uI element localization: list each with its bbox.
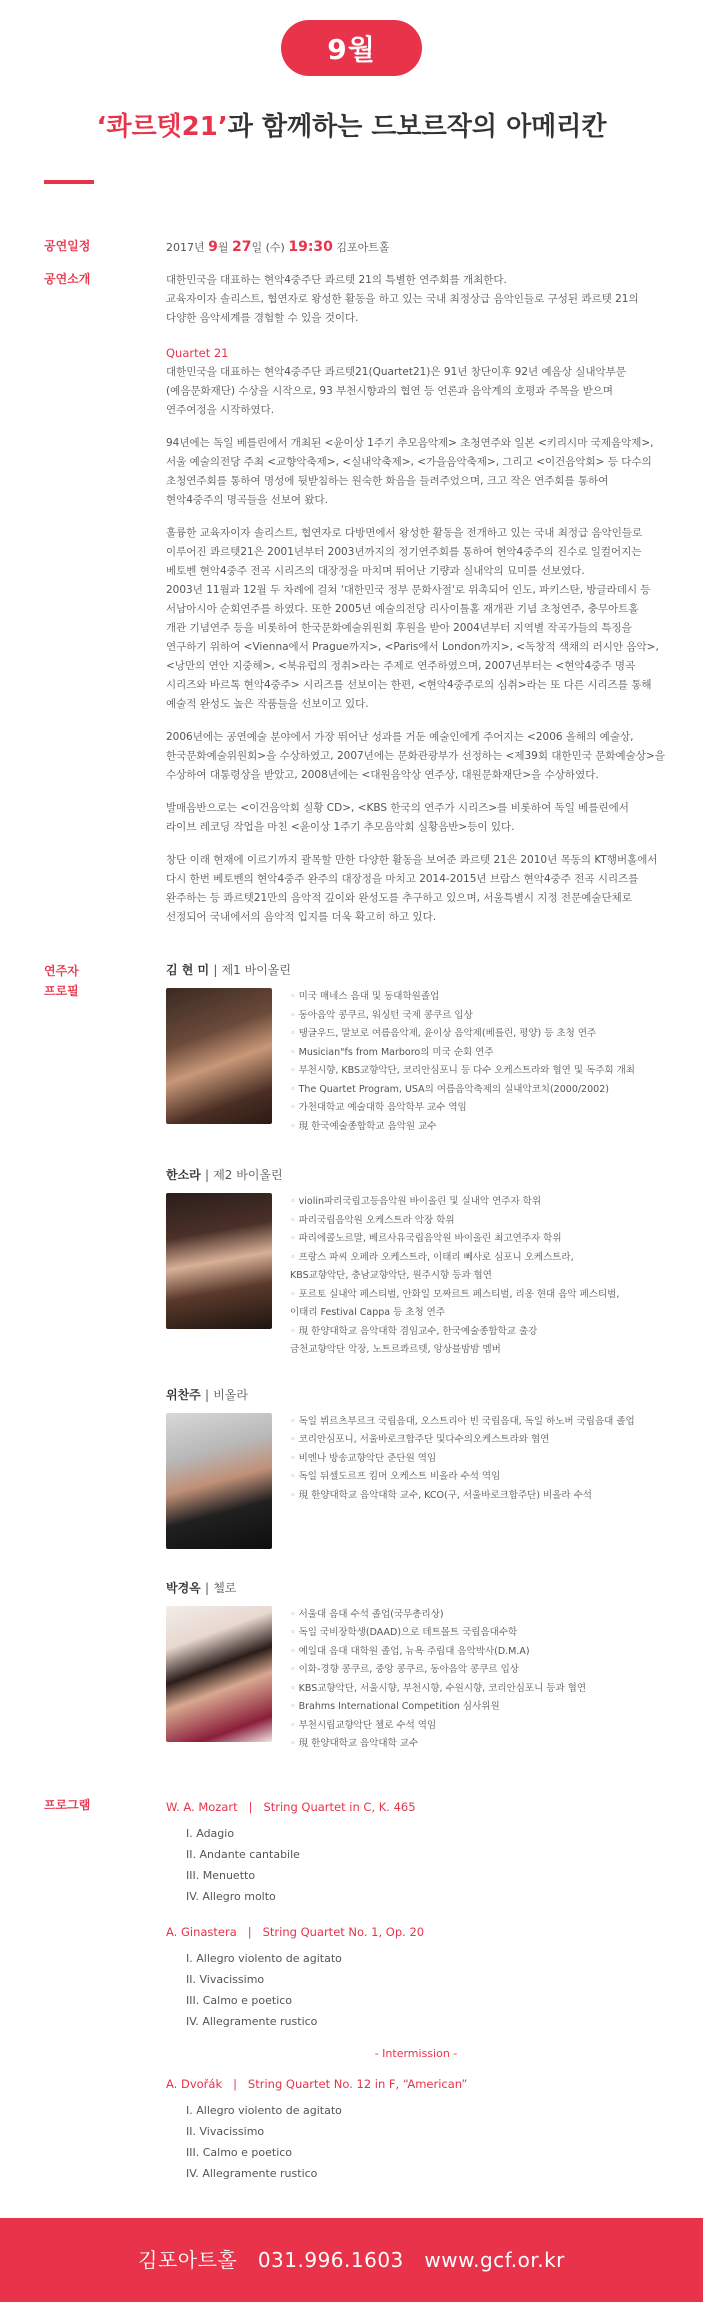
schedule-section: [0, 238, 703, 257]
bio-item: ◦ 탱글우드, 말보로 여름음악제, 윤이상 음악제(베를린, 평양) 등 초청 연주: [290, 1025, 635, 1044]
movement-list: [186, 2100, 666, 2184]
piece-separator: |: [233, 2076, 237, 2091]
movement-item: II. Vivacissimo: [186, 2124, 265, 2138]
artist-role: 제1 바이올린: [221, 963, 291, 977]
program-piece: [166, 1798, 666, 1907]
program-section: [0, 1798, 703, 2184]
intro-paragraph: 훌륭한 교육자이자 솔리스트, 협연자로 다방면에서 왕성한 활동을 전개하고 있는 국내 최정급 음악인들로 이루어진 콰르텟21은 2001년부터 2003년까지의 정기연주회를 통하여 현악4중주의 진수로 일컬어지는 베토벤 현악4중주 전곡 시리즈의 대장정을 마치며 뛰어난 기량과 실내악의 묘미를 선보였다. 2003년 11월과 12월 두 차례에 걸쳐 '대한민국 정부 문화사절'로 위촉되어 인도, 파키스탄, 방글라데시 등 서남아시아 순회연주를 하였다. 또한 2005년 예술의전당 리사이틀홀 재개관 기념 초청연주, 충무아트홀 개관 기념연주 등을 비롯하여 한국문화예술위원회 후원을 받아 2004년부터 지역별 작곡가들의 특징을 연구하기 위하여 <Vienna에서 Prague까지>, <Paris에서 London까지>, <독창적 색채의 러시안 음악>, <낭만의 연안 지중해>, <북유럽의 정취>라는 주제로 연주하였으며, 2007년부터는 <현악4중주 명곡 시리즈와 바르톡 현악4중주> 시리즈를 선보이는 한편, <현악4중주로의 심취>라는 또 다른 시리즈를 통해 예술적 완성도 높은 작품들을 선보이고 있다.: [166, 527, 659, 710]
schedule-month-num: 9: [208, 239, 218, 255]
section-divider-bar: [44, 180, 94, 184]
bio-item: ◦ 포르토 실내악 페스티벌, 안화일 모짜르트 페스티벌, 리옹 현대 음악 페스티벌, 이태리 Festival Cappa 등 초청 연주: [290, 1286, 619, 1323]
profile-label: 연주자 프로필: [44, 964, 79, 998]
movement-item: II. Andante cantabile: [186, 1847, 300, 1861]
bio-item: ◦ 부천시향, KBS교향악단, 코리안심포니 등 다수 오케스트라와 협연 및 독주회 개최: [290, 1062, 635, 1081]
bio-item: ◦ 비엔나 방송교향악단 준단원 역임: [290, 1450, 635, 1469]
bio-item: ◦ violin파리국립고등음악원 바이올린 및 실내악 연주자 학위: [290, 1193, 619, 1212]
intro-paragraph: 94년에는 독일 베를린에서 개최된 <윤이상 1주기 추모음악제> 초청연주와 일본 <키리시마 국제음악제>, 서울 예술의전당 주최 <교향악축제>, <실내악축제>, <가을음악축제>, 그리고 <이건음악회> 등 다수의 초청연주회를 통하여 명성에 뒷받침하는 원숙한 화음을 들려주었으며, 크고 작은 연주회를 통하여 현악4중주의 명곡들을 선보여 왔다.: [166, 437, 654, 506]
piece-work: String Quartet No. 1, Op. 20: [262, 1924, 425, 1939]
artist-photo: [166, 1413, 272, 1549]
footer-url-link[interactable]: www.gcf.or.kr: [424, 2248, 565, 2272]
artist-card: [166, 1166, 666, 1360]
artist-name-text: 위찬주: [166, 1387, 201, 1402]
profile-section: [0, 961, 703, 1754]
title-rest: 과 함께하는 드보르작의 아메리칸: [227, 112, 607, 142]
movement-list: [186, 1948, 666, 2032]
artist-bio: [290, 1193, 619, 1360]
bio-item: ◦ 이화-경향 콩쿠르, 중앙 콩쿠르, 동아음악 콩쿠르 입상: [290, 1661, 586, 1680]
schedule-venue: 김포아트홀: [336, 241, 390, 254]
schedule-label: 공연일정: [44, 239, 91, 253]
bio-item: ◦ KBS교향악단, 서울시향, 부천시향, 수원시향, 코리안심포니 등과 협연: [290, 1680, 586, 1699]
movement-item: III. Calmo e poetico: [186, 2145, 293, 2159]
quartet-subhead: Quartet 21: [166, 346, 229, 360]
schedule-year: 2017년: [166, 241, 205, 254]
artist-name-text: 한소라: [166, 1168, 201, 1182]
schedule-time: 19:30: [288, 239, 333, 255]
bio-item: ◦ 現 한양대학교 음악대학 교수: [290, 1735, 586, 1754]
piece-work: String Quartet in C, K. 465: [263, 1799, 416, 1814]
footer-bar: [0, 2218, 703, 2302]
artist-row: [166, 988, 666, 1136]
movement-item: II. Vivacissimo: [186, 1972, 265, 1986]
artist-bio: [290, 988, 635, 1136]
bio-item: ◦ 現 한양대학교 음악대학 겸임교수, 한국예술종합학교 출강 금천교향악단 악장, 노트르콰르텟, 앙상블밤밤 멤버: [290, 1323, 619, 1360]
bio-item: ◦ 미국 매네스 음대 및 동대학원졸업: [290, 988, 635, 1007]
piece-separator: |: [248, 1799, 253, 1814]
intro-paragraph: 2006년에는 공연예술 분야에서 가장 뛰어난 성과를 거둔 예술인에게 주어지는 <2006 올해의 예술상, 한국문화예술위원회>을 수상하였고, 2007년에는 문화관광부가 선정하는 <제39회 대한민국 문화예술상>을 수상하여 대통령상을 받았고, 2008년에는 <대원음악상 연주상, 대원문화재단>을 수상하였다.: [166, 731, 665, 781]
bio-item: ◦ The Quartet Program, USA의 여름음악축제의 실내악코치(2000/2002): [290, 1081, 635, 1100]
movement-list: [186, 1823, 666, 1907]
bio-item: ◦ 파리국립음악원 오케스트라 악장 학위: [290, 1212, 619, 1231]
artist-bio: [290, 1413, 635, 1549]
bio-item: ◦ 現 한국예술종합학교 음악원 교수: [290, 1118, 635, 1137]
movement-item: IV. Allegro molto: [186, 1889, 276, 1903]
artist-photo: [166, 1606, 272, 1742]
month-badge: 9월: [281, 20, 422, 76]
piece-title: [166, 2075, 666, 2094]
intro-paragraph: 발매음반으로는 <이건음악회 실황 CD>, <KBS 한국의 연주가 시리즈>를 비롯하여 독일 베를린에서 라이브 레코딩 작업을 마친 <윤이상 1주기 추모음악회 실황음반>등이 있다.: [166, 802, 629, 833]
movement-item: I. Allegro violento de agitato: [186, 1951, 342, 1965]
artist-role: 비올라: [213, 1387, 248, 1402]
program-piece: [166, 2075, 666, 2184]
bio-item: ◦ Brahms International Competition 심사위원: [290, 1698, 586, 1717]
artist-photo: [166, 1193, 272, 1329]
artist-bio: [290, 1606, 586, 1754]
artist-name: [166, 1579, 666, 1598]
footer-venue: 김포아트홀: [138, 2248, 238, 2272]
schedule-day-num: 27: [232, 239, 252, 255]
profile-content: [166, 961, 666, 1754]
intro-lead: 대한민국을 대표하는 현악4중주단 콰르텟 21의 특별한 연주회를 개최한다. 교육자이자 솔리스트, 협연자로 왕성한 활동을 하고 있는 국내 최정상급 음악인들로 구성된 콰르텟 21의 다양한 음악세계를 경험할 수 있을 것이다.: [166, 274, 639, 324]
intro-paragraph: 창단 이래 현재에 이르기까지 괄목할 만한 다양한 활동을 보여준 콰르텟 21은 2010년 목동의 KT행버홀에서 다시 한번 베토벤의 현악4중주 완주의 대장정을 마치고 2014-2015년 브람스 현악4중주 전곡 시리즈를 완주하는 등 콰르텟21만의 음악적 깊이와 완성도를 추구하고 있으며, 서울특별시 지정 전문예술단체로 선정되어 국내에서의 음악적 입지를 더욱 확고히 하고 있다.: [166, 854, 658, 923]
intro-paragraph: 대한민국을 대표하는 현악4중주단 콰르텟21(Quartet21)은 91년 창단이후 92년 예음상 실내악부문 (예음문화재단) 수상을 시작으로, 93 부천시향과의 협연 등 언론과 음악계의 호평과 주목을 받으며 연주여정을 시작하였다.: [166, 366, 626, 416]
artist-row: [166, 1413, 666, 1549]
artist-role: 제2 바이올린: [213, 1168, 283, 1182]
bio-item: ◦ 파리에콜노르말, 베르사유국립음악원 바이올린 최고연주자 학위: [290, 1230, 619, 1249]
intermission: - Intermission -: [374, 2046, 458, 2060]
artist-name: [166, 1386, 666, 1405]
artist-name: [166, 961, 666, 980]
program-piece: [166, 1923, 666, 2032]
bio-item: ◦ 가천대학교 예술대학 음악학부 교수 역임: [290, 1099, 635, 1118]
piece-title: [166, 1923, 666, 1942]
movement-item: IV. Allegramente rustico: [186, 2014, 318, 2028]
artist-card: [166, 961, 666, 1136]
bio-item: ◦ 독일 국비장학생(DAAD)으로 데트몰트 국립음대수학: [290, 1624, 586, 1643]
piece-composer: A. Ginastera: [166, 1924, 237, 1939]
footer-phone: 031.996.1603: [257, 2248, 404, 2272]
intro-label: 공연소개: [44, 272, 91, 286]
month-header: [0, 0, 703, 76]
bio-item: ◦ 동아음악 콩쿠르, 워싱턴 국제 콩쿠르 입상: [290, 1007, 635, 1026]
movement-item: III. Menuetto: [186, 1868, 256, 1882]
bio-item: ◦ 프랑스 파씨 오페라 오케스트라, 이태리 뻬사로 심포니 오케스트라, KBS교향악단, 충남교향악단, 원주시향 등과 협연: [290, 1249, 619, 1286]
intro-section: [0, 271, 703, 927]
bio-item: ◦ 現 한양대학교 음악대학 교수, KCO(구, 서울바로크합주단) 비올라 수석: [290, 1487, 635, 1506]
program-label: 프로그램: [44, 1797, 91, 1812]
name-separator: |: [204, 1168, 210, 1182]
name-separator: |: [204, 1387, 210, 1402]
bio-item: ◦ 코리안심포니, 서울바로크합주단 및다수의오케스트라와 협연: [290, 1431, 635, 1450]
bio-item: ◦ 서울대 음대 수석 졸업(국무총리상): [290, 1606, 586, 1625]
title-highlight: ‘콰르텟21’: [96, 112, 228, 142]
bio-item: ◦ 예일대 음대 대학원 졸업, 뉴욕 주립대 음악박사(D.M.A): [290, 1643, 586, 1662]
artist-row: [166, 1193, 666, 1360]
bio-item: ◦ 부천시립교향악단 첼로 수석 역임: [290, 1717, 586, 1736]
piece-title: [166, 1798, 666, 1817]
program-content: [166, 1798, 666, 2184]
artist-photo: [166, 988, 272, 1124]
piece-composer: A. Dvořák: [166, 2076, 223, 2091]
movement-item: IV. Allegramente rustico: [186, 2166, 318, 2180]
movement-item: III. Calmo e poetico: [186, 1993, 293, 2007]
artist-name: [166, 1166, 666, 1185]
piece-work: String Quartet No. 12 in F, “American”: [247, 2076, 468, 2091]
artist-name-text: 김 현 미: [166, 963, 210, 977]
movement-item: I. Allegro violento de agitato: [186, 2103, 342, 2117]
piece-separator: |: [247, 1924, 252, 1939]
bio-item: ◦ Musician"fs from Marboro의 미국 순회 연주: [290, 1044, 635, 1063]
schedule-date: [166, 238, 666, 257]
bio-item: ◦ 독일 뒤셀도르프 킴머 오케스트 비올라 수석 역임: [290, 1468, 635, 1487]
piece-composer: W. A. Mozart: [166, 1799, 238, 1814]
artist-card: [166, 1386, 666, 1549]
intro-content: [166, 271, 666, 927]
artist-card: [166, 1579, 666, 1754]
bio-item: ◦ 독일 뷔르츠부르크 국립음대, 오스트리아 빈 국립음대, 독일 하노버 국립음대 졸업: [290, 1413, 635, 1432]
artist-role: 첼로: [213, 1580, 237, 1595]
artist-name-text: 박경옥: [166, 1580, 201, 1595]
name-separator: |: [204, 1580, 210, 1595]
page-title: [0, 106, 703, 143]
schedule-day-suffix: 일 (수): [251, 241, 285, 254]
schedule-month-unit: 월: [217, 241, 229, 254]
movement-item: I. Adagio: [186, 1826, 235, 1840]
artist-row: [166, 1606, 666, 1754]
name-separator: |: [213, 963, 218, 977]
